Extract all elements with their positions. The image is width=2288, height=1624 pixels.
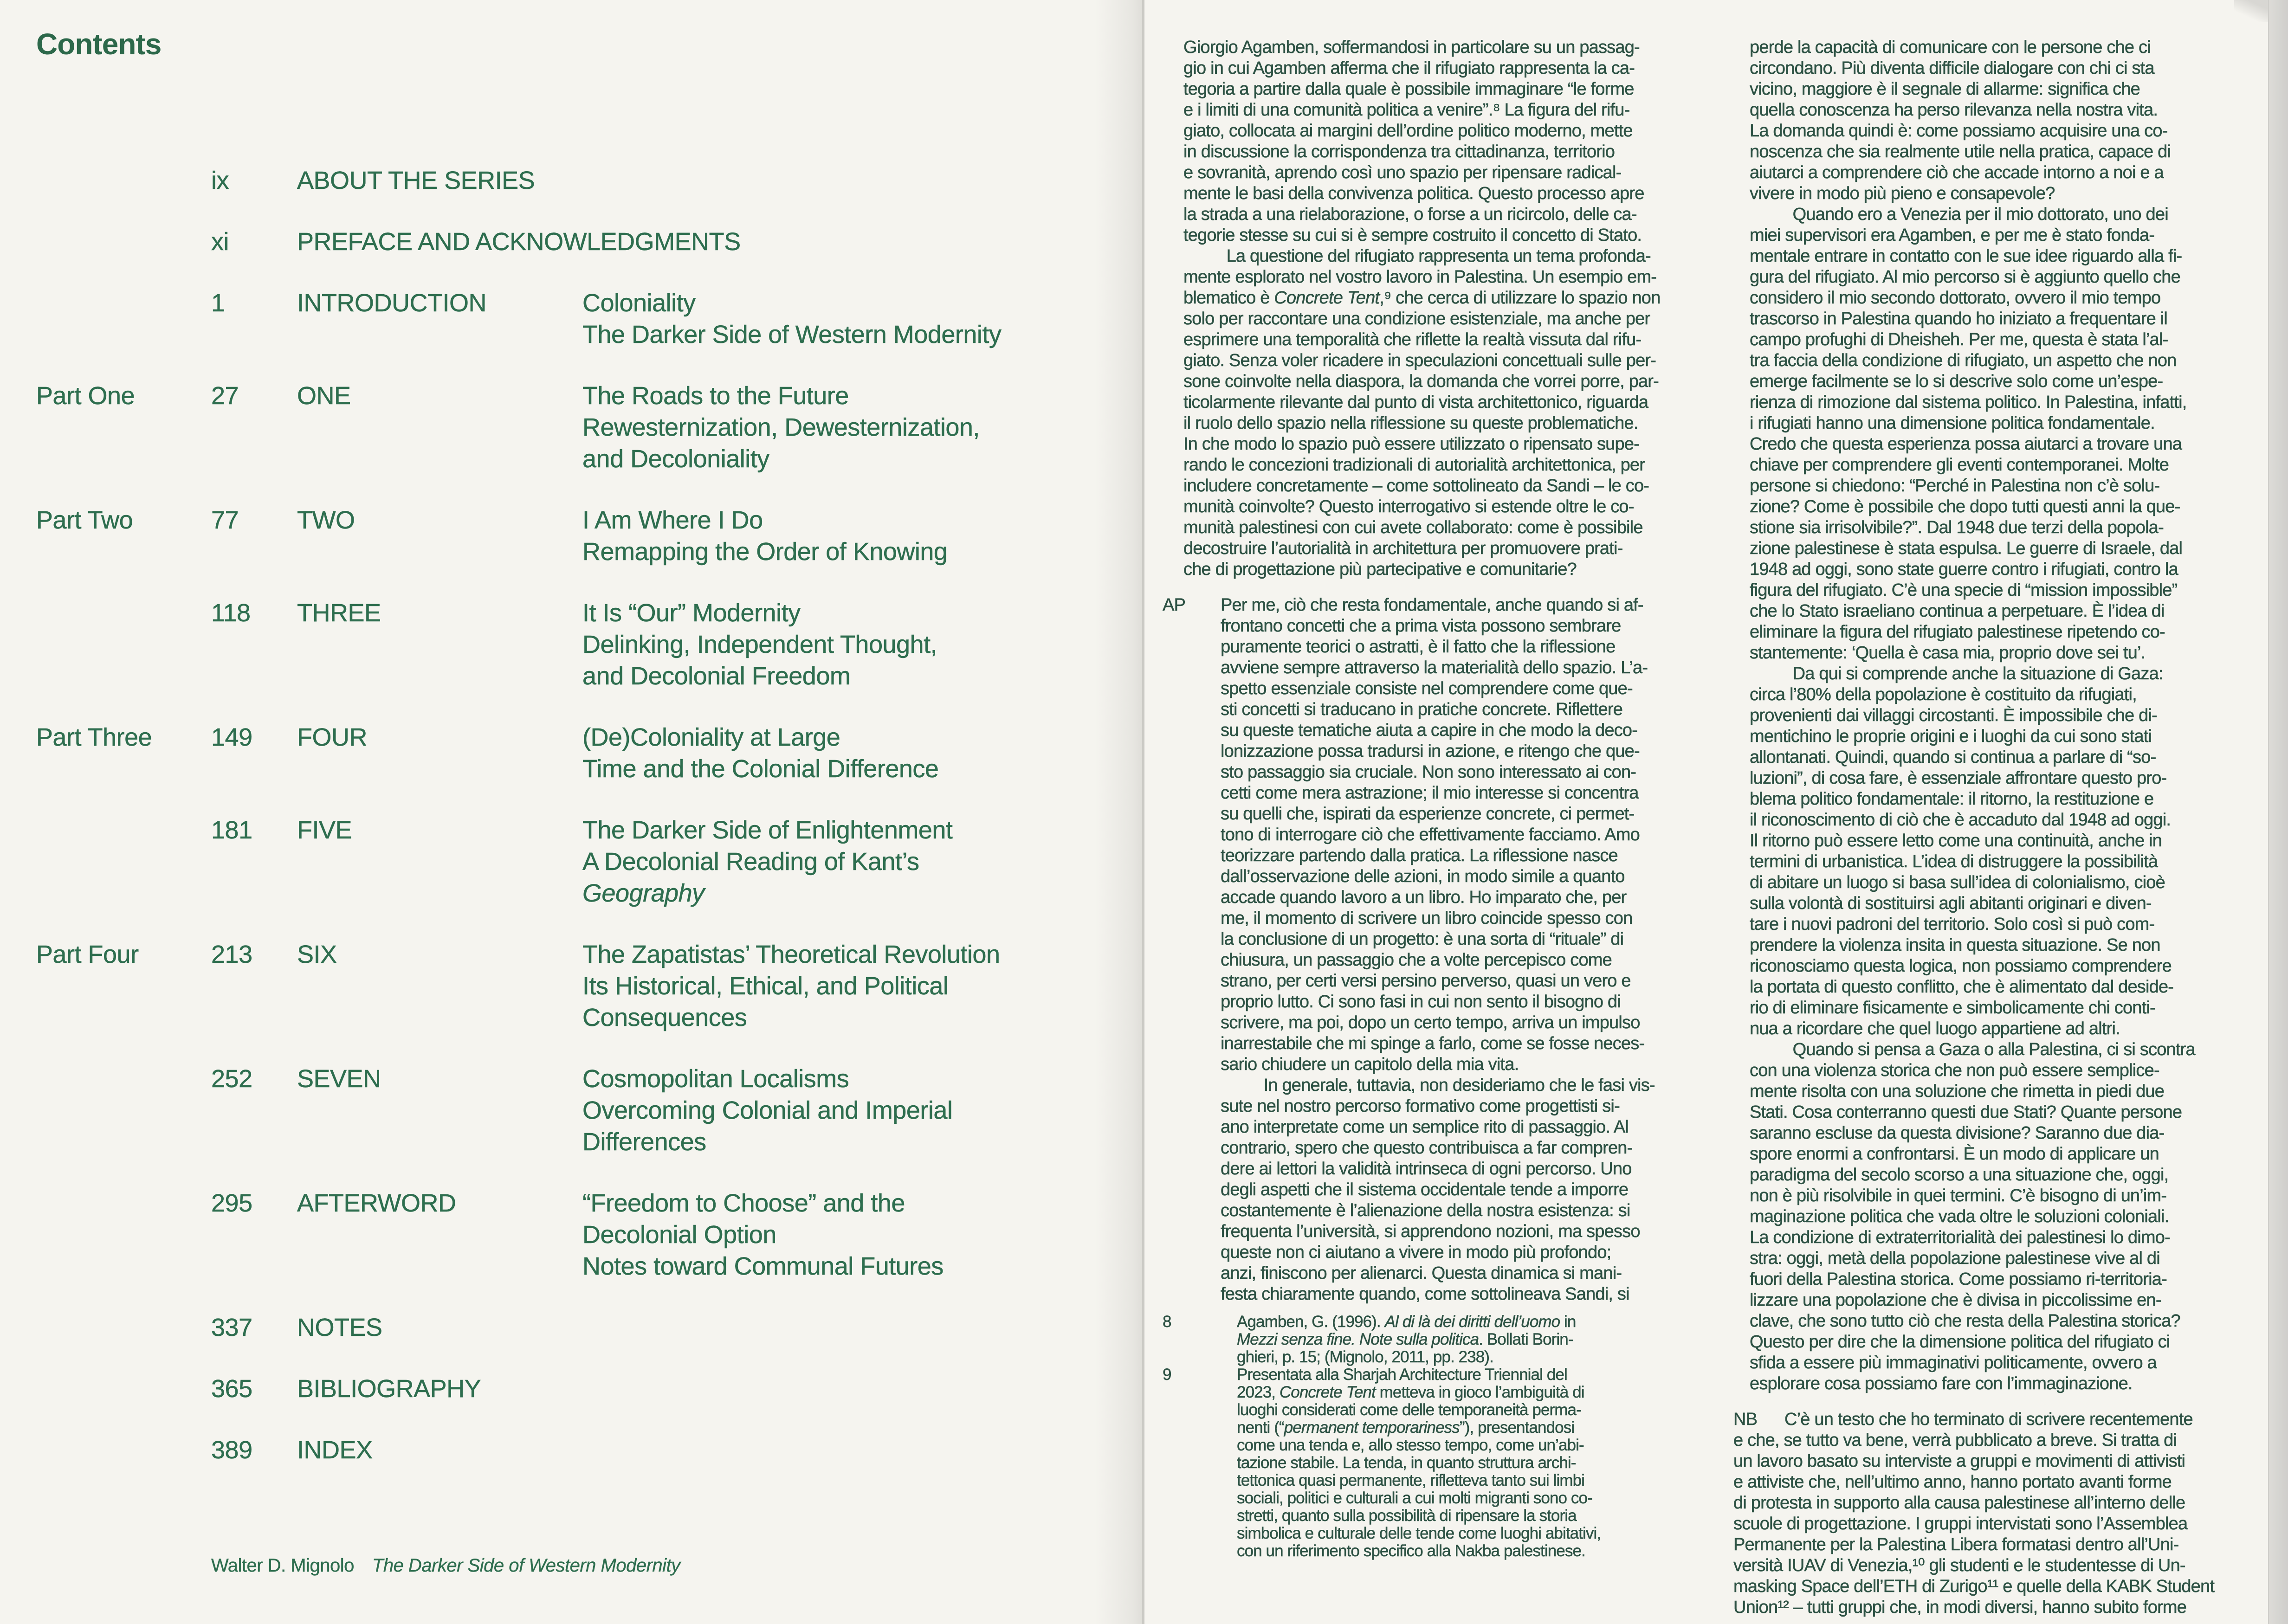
text-line: Questo per dire che la dimensione politica del rifugiato ci (1750, 1332, 2170, 1352)
text-line: frontano concetti che a prima vista possono sembrare (1221, 616, 1621, 636)
toc-page-number: 27 (211, 382, 239, 410)
text-line: prendere la violenza insita in questa situazione. Se non (1750, 935, 2160, 955)
text-line: clave, che sono tutto ciò che resta della Palestina storica? (1750, 1311, 2180, 1331)
text-line: avviene sempre attraverso la materialità dello spazio. L’a- (1221, 658, 1648, 677)
toc-title (582, 504, 947, 567)
toc-page-number: 389 (211, 1436, 252, 1464)
text-line: la strada a una rielaborazione, o forse a un ricircolo, delle ca- (1183, 205, 1637, 224)
toc-chapter-label: THREE (297, 599, 381, 627)
text-line: chiave per comprendere gli eventi contemporanei. Molte (1750, 455, 2169, 475)
text-line: Coloniality (582, 289, 696, 317)
text-line: The Darker Side of Enlightenment (582, 816, 953, 844)
text-line: Time and the Colonial Difference (582, 755, 939, 783)
text-line: gura del rifugiato. Al mio percorso si è aggiunto quello che (1750, 267, 2180, 287)
text-line: me, il momento di scrivere un libro coincide spesso con (1221, 909, 1633, 928)
text-line: che di progettazione più partecipative e comunitarie? (1183, 560, 1577, 579)
page-gutter-shadow (1095, 0, 1142, 1624)
text-line: Notes toward Communal Futures (582, 1252, 944, 1280)
text-line: contrario, spero che questo contribuisca a far compren- (1221, 1138, 1633, 1158)
text-line: campo profughi di Dheisheh. Per me, questa è stata l’al- (1750, 330, 2168, 349)
text-line: tegoria a partire dalla quale è possibile immaginare “le forme (1183, 79, 1634, 99)
text-line: nenti (“permanent temporariness”), presentandosi (1237, 1418, 1575, 1437)
text-line: la portata di questo conflitto, che è alimentato dal deside- (1750, 977, 2174, 997)
text-line: puramente teorici o astratti, è il fatto che la riflessione (1221, 637, 1616, 657)
toc-chapter-label: AFTERWORD (297, 1189, 456, 1217)
text-line: su quelli che, ispirati da esperienze concrete, ci permet- (1221, 804, 1635, 824)
text-line: La domanda quindi è: come possiamo acquisire una co- (1750, 121, 2168, 141)
text-line: circa l’80% della popolazione è costituito da rifugiati, (1750, 685, 2137, 704)
text-line: scrivere, ma poi, dopo un certo tempo, arriva un impulso (1221, 1013, 1640, 1032)
text-line: Quando ero a Venezia per il mio dottorato, uno dei (1750, 205, 2168, 224)
text-line: esplorare cosa possiamo fare con l’immaginazione. (1750, 1374, 2133, 1393)
toc-page-number: 295 (211, 1189, 252, 1217)
text-line: scuole di progettazione. I gruppi intervistati sono l’Assemblea (1733, 1514, 2188, 1534)
text-line: sute nel nostro percorso formativo come progettisti si- (1221, 1096, 1620, 1116)
text-line: and Decolonial Freedom (582, 662, 851, 690)
toc-chapter-label: INTRODUCTION (297, 289, 486, 317)
text-line: riconosciamo questa logica, non possiamo comprendere (1750, 956, 2172, 976)
toc-chapter-label: NOTES (297, 1314, 382, 1341)
text-line: NB C’è un testo che ho terminato di scrivere recentemente (1733, 1410, 2193, 1429)
text-line: La questione del rifugiato rappresenta un tema profonda- (1183, 246, 1651, 266)
toc-page-number: 149 (211, 723, 252, 751)
text-line: tazione stabile. La tenda, in quanto struttura archi- (1237, 1454, 1576, 1472)
text-line: 2023, Concrete Tent metteva in gioco l’ambiguità di (1237, 1383, 1584, 1401)
text-line: La condizione di extraterritorialità dei palestinesi lo dimo- (1750, 1228, 2170, 1247)
text-line: In che modo lo spazio può essere utilizzato o ripensato supe- (1183, 434, 1640, 454)
text-line: queste non ci aiutano a vivere in modo più profondo; (1221, 1243, 1611, 1262)
text-line: sociali, politici e culturali a cui molti migranti sono co- (1237, 1489, 1592, 1507)
text-line: munità palestinesi con cui avete collaborato: come è possibile (1183, 518, 1643, 537)
toc-chapter-label: BIBLIOGRAPHY (297, 1375, 481, 1403)
toc-part-label: Part One (36, 382, 135, 410)
text-line: decostruire l’autorialità in architettura per promuovere prati- (1183, 539, 1623, 558)
text-line: lizzare una popolazione che è divisa in piccolissime en- (1750, 1290, 2161, 1310)
text-line: non è più risolvibile in quei termini. C’è bisogno di un’im- (1750, 1186, 2167, 1205)
text-line: and Decoloniality (582, 445, 769, 473)
text-line: rando le concezioni tradizionali di autorialità architettonica, per (1183, 455, 1645, 475)
text-line: cetti come mera astrazione; il mio interesse si concentra (1221, 783, 1639, 803)
text-line: Overcoming Colonial and Imperial (582, 1096, 953, 1124)
toc-page-number: 337 (211, 1314, 252, 1341)
text-line: luoghi considerati come delle temporaneità perma- (1237, 1401, 1581, 1419)
text-line: vicino, maggiore è il segnale di allarme: significa che (1750, 79, 2140, 99)
text-line: mentale entrare in contatto con le sue idee riguardo alla fi- (1750, 246, 2182, 266)
text-line: i rifugiati hanno una dimensione politica fondamentale. (1750, 413, 2155, 433)
toc-chapter-label: ABOUT THE SERIES (297, 167, 535, 194)
toc-chapter-label: TWO (297, 506, 355, 534)
toc-chapter-label: INDEX (297, 1436, 373, 1464)
text-line: e che, se tutto va bene, verrà pubblicato a breve. Si tratta di (1733, 1431, 2177, 1450)
toc-title (582, 287, 1001, 350)
text-line: It Is “Our” Modernity (582, 599, 801, 627)
text-line: spore enormi a confrontarsi. È un modo di applicare un (1750, 1144, 2159, 1164)
text-line: tra faccia della condizione di rifugiato, un aspetto che non (1750, 351, 2177, 370)
footnote-text (1237, 1366, 1601, 1560)
toc-part-label: Part Four (36, 941, 139, 968)
text-line: aiutarci a comprendere ciò che accade intorno a noi e a (1750, 163, 2164, 182)
text-line: vivere in modo più pieno e consapevole? (1750, 184, 2055, 203)
toc-page-number: 252 (211, 1065, 252, 1093)
text-line: sto passaggio sia cruciale. Non sono interessato ai con- (1221, 762, 1636, 782)
toc-page-number: 365 (211, 1375, 252, 1403)
text-line: dere ai lettori la validità intrinseca di ogni percorso. Uno (1221, 1159, 1632, 1179)
text-line: mentichino le proprie origini e i luoghi da cui sono stati (1750, 727, 2152, 746)
text-line: figura del rifugiato. C’è una specie di “mission impossible” (1750, 580, 2178, 600)
page-title: Contents (36, 27, 162, 61)
text-line: saranno escluse da questa divisione? Saranno due dia- (1750, 1123, 2165, 1143)
text-line: costantemente è l’alienazione della nostra esistenza: si (1221, 1201, 1630, 1220)
text-line: e sovranità, aprendo così uno spazio per ripensare radical- (1183, 163, 1622, 182)
text-line: zione palestinese è stata espulsa. Le guerre di Israele, dal (1750, 539, 2183, 558)
text-line: festa chiaramente quando, come sottolineava Sandi, si (1221, 1284, 1629, 1304)
text-line: The Roads to the Future (582, 382, 849, 410)
text-line: con una violenza storica che non può essere semplice- (1750, 1061, 2159, 1080)
text-line: termini di urbanistica. L’idea di distruggere la possibilità (1750, 852, 2158, 871)
text-line: Rewesternization, Dewesternization, (582, 413, 980, 441)
text-column-1 (1163, 37, 1729, 1560)
footnote-text (1237, 1313, 1576, 1366)
text-line: inarrestabile che mi spinge a farlo, come se fosse neces- (1221, 1034, 1645, 1053)
text-line: Agamben, G. (1996). Al di là dei diritti dell’uomo in (1237, 1313, 1576, 1331)
text-line: allontanati. Quindi, quando si continua a parlare di “so- (1750, 748, 2156, 767)
footnote (1163, 1366, 1729, 1560)
text-line: paradigma del secolo scorso a una situazione che, oggi, (1750, 1165, 2169, 1185)
text-line: “Freedom to Choose” and the (582, 1189, 905, 1217)
text-line: tare i nuovi padroni del territorio. Solo così si può com- (1750, 915, 2155, 934)
toc-title (582, 1187, 944, 1282)
text-line: chiusura, un passaggio che a volte percepisco come (1221, 950, 1612, 970)
answer-continuation (1750, 37, 2274, 1394)
text-line: giato, collocata ai margini dell’ordine politico moderno, mette (1183, 121, 1633, 141)
text-line: accade quando lavoro a un libro. Ho imparato che, per (1221, 888, 1627, 907)
toc-chapter-label: FOUR (297, 723, 367, 751)
text-line: Remapping the Order of Knowing (582, 538, 948, 566)
text-line: Mezzi senza fine. Note sulla politica. Bollati Borin- (1237, 1330, 1573, 1348)
text-line: tegorie stesse su cui si è sempre costruito il concetto di Stato. (1183, 226, 1642, 245)
text-line: Credo che questa esperienza possa aiutarci a trovare una (1750, 434, 2182, 454)
toc-page-number: 213 (211, 941, 252, 968)
text-line: sulla volontà di sostituirsi agli abitanti originari e diven- (1750, 894, 2152, 913)
text-line: tettonica quasi permanente, rifletteva tanto sui limbi (1237, 1471, 1585, 1489)
text-line: 1948 ad oggi, sono state guerre contro i rifugiati, contro la (1750, 560, 2178, 579)
toc-page-number: xi (211, 228, 229, 256)
toc-title (582, 597, 937, 692)
text-line: quella conoscenza ha perso rilevanza nella nostra vita. (1750, 100, 2158, 120)
toc-title (582, 380, 980, 475)
toc-page-number: ix (211, 167, 229, 194)
question-paragraph (1183, 37, 1729, 246)
toc-title (582, 814, 952, 909)
text-line: con un riferimento specifico alla Nakba palestinese. (1237, 1542, 1585, 1560)
text-line: rienza di rimozione dal sistema politico. In Palestina, infatti, (1750, 393, 2187, 412)
text-line: gio in cui Agamben afferma che il rifugiato rappresenta la ca- (1183, 58, 1635, 78)
text-line: fuori della Palestina storica. Come possiamo ri-territoria- (1750, 1270, 2167, 1289)
text-line: perde la capacità di comunicare con le persone che ci (1750, 38, 2151, 57)
text-line: proprio lutto. Ci sono fasi in cui non sento il bisogno di (1221, 992, 1621, 1012)
text-line: trascorso in Palestina quando ho iniziato a frequentare il (1750, 309, 2167, 329)
text-line: dall’osservazione delle azioni, in modo simile a quanto (1221, 867, 1625, 886)
text-line: blematico è Concrete Tent,⁹ che cerca di utilizzare lo spazio non (1183, 288, 1661, 308)
text-line: spetto essenziale consiste nel comprendere come que- (1221, 679, 1633, 698)
text-line: come una tenda e, allo stesso tempo, come un’abi- (1237, 1436, 1584, 1454)
text-column-2 (1733, 37, 2274, 1618)
toc-page-number: 181 (211, 816, 252, 844)
toc-part-label: Part Three (36, 723, 152, 751)
footnote (1163, 1313, 1729, 1366)
text-line: il riconoscimento di ciò che è accaduto dal 1948 ad oggi. (1750, 810, 2171, 830)
text-line: maginazione politica che vada oltre le soluzioni coloniali. (1750, 1207, 2169, 1226)
toc-page-number: 77 (211, 506, 239, 534)
scan-corner-shadow (2234, 0, 2269, 22)
text-line: mente esplorato nel vostro lavoro in Palestina. Un esempio em- (1183, 267, 1657, 287)
text-line: giato. Senza voler ricadere in speculazioni concettuali sulle per- (1183, 351, 1656, 370)
text-line: anzi, finiscono per alienarci. Questa dinamica si mani- (1221, 1263, 1622, 1283)
text-line: Presentata alla Sharjah Architecture Triennial del (1237, 1366, 1567, 1384)
text-line: includere concretamente – come sottolineato da Sandi – le co- (1183, 476, 1649, 496)
text-line: simbolica e culturale delle tende come luoghi abitativi, (1237, 1524, 1601, 1542)
answer-block (1163, 595, 1729, 1305)
text-line: blema politico fondamentale: il ritorno, la restituzione e (1750, 789, 2154, 809)
text-line: zione? Come è possibile che dopo tutti questi anni la que- (1750, 497, 2180, 516)
text-line: considero il mio secondo dottorato, ovvero il mio tempo (1750, 288, 2161, 308)
toc-chapter-label: SIX (297, 941, 337, 968)
text-line: versità IUAV di Venezia,¹⁰ gli studenti e le studentesse di Un- (1733, 1556, 2185, 1575)
toc-page-number: 1 (211, 289, 225, 317)
text-line: di protesta in supporto alla causa palestinese all’interno delle (1733, 1493, 2185, 1513)
text-line: rio di eliminare fisicamente e simbolicamente chi conti- (1750, 998, 2155, 1018)
speaker-label: NB (1733, 1410, 1758, 1429)
text-line: su queste tematiche aiuta a capire in che modo la deco- (1221, 721, 1638, 740)
footer-credit: Walter D. Mignolo The Darker Side of Western Modernity (211, 1555, 680, 1576)
text-line: Union¹² – tutti gruppi che, in modi diversi, hanno subito forme (1733, 1598, 2187, 1617)
text-line: tono di interrogare ciò che effettivamente facciamo. Amo (1221, 825, 1640, 844)
toc-chapter-label: FIVE (297, 816, 352, 844)
text-line: emerge facilmente se lo si descrive solo come un’espe- (1750, 372, 2163, 391)
text-line: che lo Stato israeliano continua a perpetuare. È l’idea di (1750, 601, 2165, 621)
toc-part-label: Part Two (36, 506, 133, 534)
text-line: Decolonial Option (582, 1221, 776, 1249)
text-line: circondano. Più diventa difficile dialogare con chi ci sta (1750, 58, 2154, 78)
text-line: e i limiti di una comunità politica a venire”.⁸ La figura del rifu- (1183, 100, 1630, 120)
text-line: sti concetti si traducano in pratiche concrete. Riflettere (1221, 700, 1623, 719)
note-block (1733, 1409, 2274, 1618)
footnote-number: 9 (1163, 1366, 1171, 1384)
text-line: Giorgio Agamben, soffermandosi in particolare su un passag- (1183, 38, 1640, 57)
text-line: Geography (582, 879, 704, 907)
text-line: A Decolonial Reading of Kant’s (582, 848, 919, 876)
toc-title (582, 1063, 952, 1158)
text-line: masking Space dell’ETH di Zurigo¹¹ e quelle della KABK Student (1733, 1577, 2215, 1596)
text-line: sfida a essere più immaginativi politicamente, ovvero a (1750, 1353, 2157, 1373)
text-line: solo per raccontare una condizione esistenziale, ma anche per (1183, 309, 1650, 329)
text-line: di abitare un luogo si basa sull’idea di colonialismo, cioè (1750, 873, 2165, 892)
text-line: un lavoro basato su interviste a gruppi e movimenti di attivisti (1733, 1451, 2185, 1471)
text-line: ano interpretate come un semplice rito di passaggio. Al (1221, 1117, 1629, 1137)
text-line: teorizzare partendo dalla pratica. La riflessione nasce (1221, 846, 1618, 865)
speaker-label: AP (1163, 595, 1186, 615)
text-line: mente risolta con una soluzione che rimetta in piedi due (1750, 1082, 2165, 1101)
text-line: munità coinvolte? Questo interrogativo si estende oltre le co- (1183, 497, 1634, 516)
text-line: ticolarmente rilevante dal punto di vista architettonico, riguarda (1183, 393, 1648, 412)
text-line: I Am Where I Do (582, 506, 763, 534)
text-line: Da qui si comprende anche la situazione di Gaza: (1750, 664, 2163, 683)
text-line: Delinking, Independent Thought, (582, 631, 937, 658)
footnotes (1163, 1313, 1729, 1560)
text-line: sone coinvolte nella diaspora, la domanda che vorrei porre, par- (1183, 372, 1659, 391)
text-line: Consequences (582, 1004, 747, 1031)
text-line: stra: oggi, metà della popolazione palestinese vive al di (1750, 1249, 2160, 1268)
text-line: sario chiudere un capitolo della mia vita. (1221, 1055, 1519, 1074)
text-line: Cosmopolitan Localisms (582, 1065, 849, 1093)
text-line: persone si chiedono: “Perché in Palestina non c’è solu- (1750, 476, 2160, 496)
text-line: degli aspetti che il sistema occidentale tende a imporre (1221, 1180, 1629, 1199)
text-line: nua a ricordare che quel luogo appartiene ad altri. (1750, 1019, 2120, 1038)
scan-edge-shadow (2268, 0, 2288, 1624)
text-line: The Darker Side of Western Modernity (582, 321, 1002, 348)
toc-page-number: 118 (211, 599, 251, 627)
text-line: miei supervisori era Agamben, e per me è stato fonda- (1750, 226, 2155, 245)
toc-chapter-label: ONE (297, 382, 351, 410)
text-line: In generale, tuttavia, non desideriamo che le fasi vis- (1221, 1076, 1655, 1095)
text-line: ghieri, p. 15; (Mignolo, 2011, pp. 238). (1237, 1348, 1493, 1366)
text-line: Stati. Cosa conterranno questi due Stati? Quante persone (1750, 1102, 2182, 1122)
footnote-number: 8 (1163, 1313, 1171, 1331)
text-line: Its Historical, Ethical, and Political (582, 972, 949, 1000)
text-line: The Zapatistas’ Theoretical Revolution (582, 941, 1000, 968)
text-line: stantemente: ‘Quella è casa mia, proprio dove sei tu’. (1750, 643, 2146, 663)
text-line: in discussione la corrispondenza tra cittadinanza, territorio (1183, 142, 1615, 161)
text-line: stione sia irrisolvibile?”. Dal 1948 due terzi della popola- (1750, 518, 2164, 537)
text-line: il ruolo dello spazio nella riflessione su queste problematiche. (1183, 413, 1638, 433)
text-line: eliminare la figura del rifugiato palestinese ripetendo co- (1750, 622, 2165, 642)
text-line: lonizzazione possa tradursi in azione, e ritengo che que- (1221, 741, 1640, 761)
text-line: Permanente per la Palestina Libera formatasi dentro all’Uni- (1733, 1535, 2179, 1554)
toc-chapter-label: PREFACE AND ACKNOWLEDGMENTS (297, 228, 741, 256)
page-gutter-fold (1142, 0, 1144, 1624)
toc-chapter-label: SEVEN (297, 1065, 381, 1093)
answer-lines (1221, 595, 1729, 1305)
text-line: Differences (582, 1128, 706, 1156)
text-line: frequenta l’università, si apprendono nozioni, ma spesso (1221, 1222, 1640, 1241)
text-line: noscenza che sia realmente utile nella pratica, capace di (1750, 142, 2171, 161)
text-line: esprimere una temporalità che riflette la realtà vissuta dal rifu- (1183, 330, 1642, 349)
text-line: la conclusione di un progetto: è una sorta di “rituale” di (1221, 929, 1624, 949)
text-line: stretti, quanto sulla possibilità di ripensare la storia (1237, 1507, 1577, 1525)
toc-title (582, 722, 938, 785)
text-line: e attiviste che, nell’ultimo anno, hanno portato avanti forme (1733, 1472, 2172, 1492)
text-line: strano, per certi versi persino perverso, quasi un vero e (1221, 971, 1631, 991)
text-line: luzioni”, di cosa fare, è essenziale affrontare questo pro- (1750, 768, 2167, 788)
text-line: (De)Coloniality at Large (582, 723, 840, 751)
text-line: Quando si pensa a Gaza o alla Palestina, ci si scontra (1750, 1040, 2195, 1059)
text-line: provenienti dai villaggi circostanti. È impossibile che di- (1750, 706, 2157, 725)
text-line: Il ritorno può essere letto come una continuità, anche in (1750, 831, 2162, 851)
text-line: Per me, ciò che resta fondamentale, anche quando si af- (1221, 595, 1643, 615)
text-line: mente le basi della convivenza politica. Questo processo apre (1183, 184, 1644, 203)
question-paragraph (1183, 246, 1729, 580)
toc-title (582, 939, 1000, 1033)
